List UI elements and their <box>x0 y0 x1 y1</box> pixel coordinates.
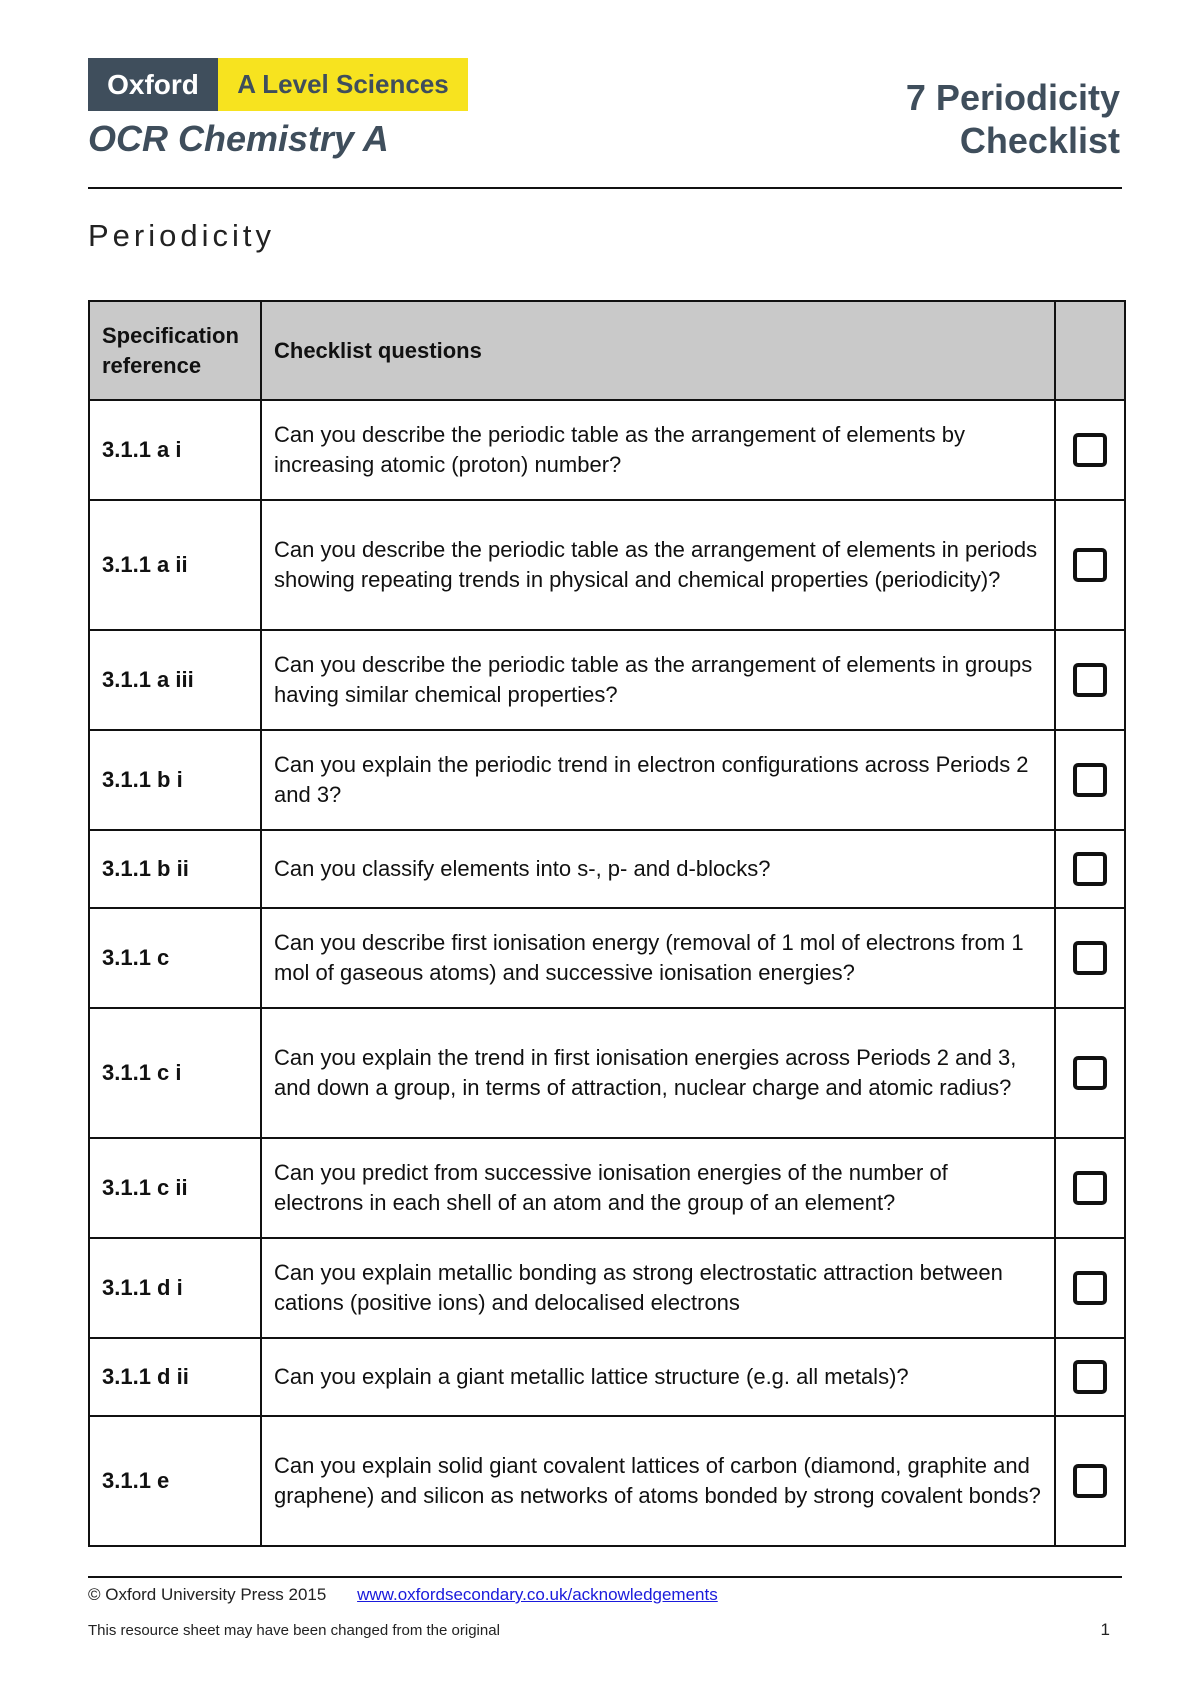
spec-reference: 3.1.1 c i <box>89 1008 261 1138</box>
footer-line <box>88 1585 718 1605</box>
checkbox[interactable] <box>1073 852 1107 886</box>
header-spec-reference: Specification reference <box>89 301 261 400</box>
checkbox[interactable] <box>1073 1171 1107 1205</box>
checkbox-cell <box>1055 630 1125 730</box>
checklist-table <box>88 300 1126 1547</box>
checklist-question: Can you predict from successive ionisation energies of the number of electrons in each shell of an atom and the group of an element? <box>261 1138 1055 1238</box>
oxford-logo <box>88 58 468 111</box>
spec-reference: 3.1.1 c <box>89 908 261 1008</box>
checkbox-cell <box>1055 830 1125 908</box>
checkbox-cell <box>1055 1416 1125 1546</box>
spec-reference: 3.1.1 a ii <box>89 500 261 630</box>
header-divider <box>88 187 1122 189</box>
table-row <box>89 908 1125 1008</box>
table-row <box>89 1238 1125 1338</box>
header-checklist-questions: Checklist questions <box>261 301 1055 400</box>
table-row <box>89 1008 1125 1138</box>
checklist-question: Can you describe first ionisation energy (removal of 1 mol of electrons from 1 mol of gaseous atoms) and successive ionisation energies? <box>261 908 1055 1008</box>
course-name: OCR Chemistry A <box>88 118 389 159</box>
page-number: 1 <box>1100 1620 1110 1639</box>
checkbox[interactable] <box>1073 548 1107 582</box>
checkbox-cell <box>1055 500 1125 630</box>
title-line-1: 7 Periodicity <box>905 77 1120 118</box>
table-row <box>89 730 1125 830</box>
checkbox[interactable] <box>1073 433 1107 467</box>
checkbox-cell <box>1055 908 1125 1008</box>
table-row <box>89 1138 1125 1238</box>
checklist-question: Can you classify elements into s-, p- and d-blocks? <box>261 830 1055 908</box>
checkbox-cell <box>1055 400 1125 500</box>
checklist-question: Can you explain metallic bonding as strong electrostatic attraction between cations (positive ions) and delocalised electrons <box>261 1238 1055 1338</box>
spec-reference: 3.1.1 b ii <box>89 830 261 908</box>
checkbox[interactable] <box>1073 941 1107 975</box>
copyright: © Oxford University Press 2015 <box>88 1585 327 1604</box>
table-row <box>89 500 1125 630</box>
logo-oxford: Oxford <box>88 58 218 111</box>
checklist-question: Can you describe the periodic table as the arrangement of elements in groups having similar chemical properties? <box>261 630 1055 730</box>
document-title <box>906 76 1120 162</box>
checkbox[interactable] <box>1073 663 1107 697</box>
checklist-question: Can you explain a giant metallic lattice structure (e.g. all metals)? <box>261 1338 1055 1416</box>
checkbox-cell <box>1055 730 1125 830</box>
spec-reference: 3.1.1 a iii <box>89 630 261 730</box>
table-row <box>89 1338 1125 1416</box>
spec-reference: 3.1.1 d ii <box>89 1338 261 1416</box>
checklist-question: Can you explain the periodic trend in electron configurations across Periods 2 and 3? <box>261 730 1055 830</box>
checkbox-cell <box>1055 1138 1125 1238</box>
checklist-question: Can you explain solid giant covalent lattices of carbon (diamond, graphite and graphene) and silicon as networks of atoms bonded by strong covalent bonds? <box>261 1416 1055 1546</box>
checkbox[interactable] <box>1073 1056 1107 1090</box>
table-header-row <box>89 301 1125 400</box>
checkbox[interactable] <box>1073 763 1107 797</box>
acknowledgements-link[interactable]: www.oxfordsecondary.co.uk/acknowledgements <box>357 1585 718 1604</box>
checkbox[interactable] <box>1073 1360 1107 1394</box>
checkbox-cell <box>1055 1338 1125 1416</box>
spec-reference: 3.1.1 e <box>89 1416 261 1546</box>
table-row <box>89 400 1125 500</box>
checklist-question: Can you explain the trend in first ionisation energies across Periods 2 and 3, and down a group, in terms of attraction, nuclear charge and atomic radius? <box>261 1008 1055 1138</box>
checkbox[interactable] <box>1073 1271 1107 1305</box>
checklist-question: Can you describe the periodic table as the arrangement of elements in periods showing repeating trends in physical and chemical properties (periodicity)? <box>261 500 1055 630</box>
footer-note: This resource sheet may have been changed from the original <box>88 1622 500 1639</box>
logo-subject: A Level Sciences <box>218 58 468 111</box>
spec-reference: 3.1.1 b i <box>89 730 261 830</box>
title-line-2: Checklist <box>959 120 1120 161</box>
checklist-question: Can you describe the periodic table as the arrangement of elements by increasing atomic (proton) number? <box>261 400 1055 500</box>
checkbox-cell <box>1055 1238 1125 1338</box>
header-checkbox-column <box>1055 301 1125 400</box>
spec-reference: 3.1.1 a i <box>89 400 261 500</box>
checkbox[interactable] <box>1073 1464 1107 1498</box>
spec-reference: 3.1.1 c ii <box>89 1138 261 1238</box>
checkbox-cell <box>1055 1008 1125 1138</box>
section-title: Periodicity <box>88 218 275 253</box>
table-row <box>89 830 1125 908</box>
table-row <box>89 630 1125 730</box>
spec-reference: 3.1.1 d i <box>89 1238 261 1338</box>
table-row <box>89 1416 1125 1546</box>
footer-divider <box>88 1576 1122 1578</box>
